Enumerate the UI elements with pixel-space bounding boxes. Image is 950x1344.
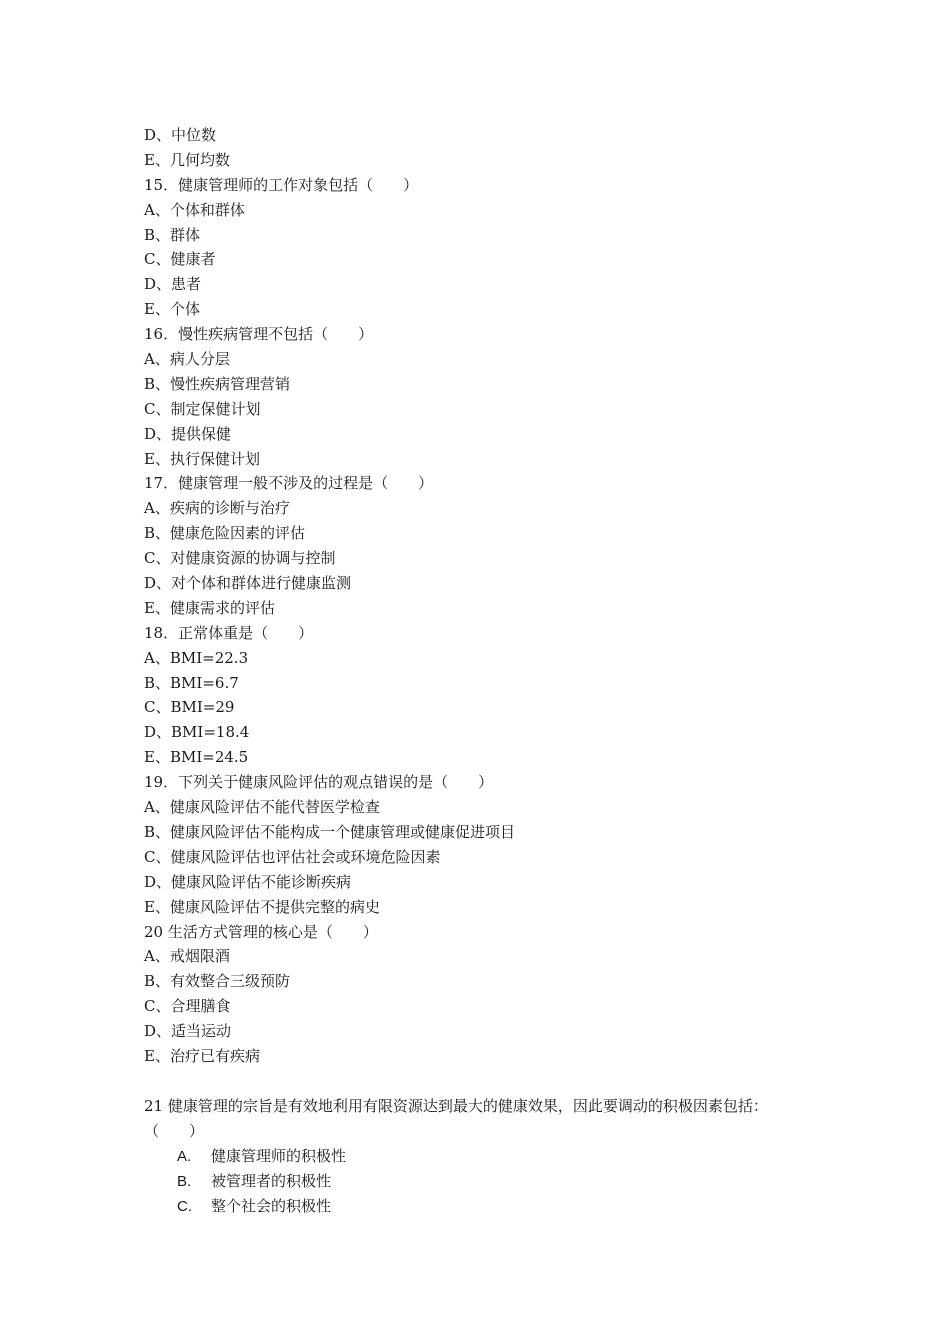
answer-option: A、健康风险评估不能代替医学检查 [144, 798, 380, 817]
answer-option: D、提供保健 [144, 424, 232, 443]
answer-option: B、健康风险评估不能构成一个健康管理或健康促进项目 [144, 822, 516, 841]
answer-option: E、健康风险评估不提供完整的病史 [144, 897, 380, 916]
question-stem: 21 健康管理的宗旨是有效地利用有限资源达到最大的健康效果，因此要调动的积极因素包括：（ ） [144, 1096, 768, 1140]
option-text: 健康管理师的积极性 [211, 1147, 347, 1165]
question-stem: 15．健康管理师的工作对象包括（ ） [144, 175, 419, 194]
answer-option: A、病人分层 [144, 350, 230, 369]
answer-option: C、制定保健计划 [144, 399, 261, 418]
answer-option: E、治疗已有疾病 [144, 1046, 260, 1065]
answer-option: A、戒烟限酒 [144, 947, 230, 966]
answer-option: C、健康风险评估也评估社会或环境危险因素 [144, 847, 441, 866]
answer-option: C、合理膳食 [144, 997, 231, 1016]
answer-option [177, 1169, 331, 1195]
answer-option: B、有效整合三级预防 [144, 972, 291, 991]
option-label: B. [177, 1173, 192, 1190]
answer-option: E、执行保健计划 [144, 449, 260, 468]
answer-option: A、个体和群体 [144, 200, 245, 219]
answer-option: C、BMI=29 [144, 698, 235, 717]
question-stem: 16．慢性疾病管理不包括（ ） [144, 325, 374, 344]
answer-option: B、健康危险因素的评估 [144, 524, 306, 543]
answer-option: D、健康风险评估不能诊断疾病 [144, 872, 352, 891]
answer-option [177, 1194, 331, 1220]
answer-option: A、疾病的诊断与治疗 [144, 499, 290, 518]
answer-option: C、对健康资源的协调与控制 [144, 549, 336, 568]
question-stem: 19．下列关于健康风险评估的观点错误的是（ ） [144, 773, 494, 792]
question-stem: 18．正常体重是（ ） [144, 623, 314, 642]
question-stem: 20 生活方式管理的核心是（ ） [144, 922, 378, 941]
question-stem: 17．健康管理一般不涉及的过程是（ ） [144, 474, 434, 493]
answer-option: E、BMI=24.5 [144, 748, 249, 767]
answer-option: C、健康者 [144, 250, 216, 269]
option-label: C. [177, 1198, 192, 1215]
option-text: 被管理者的积极性 [211, 1172, 332, 1190]
answer-option: D、患者 [144, 275, 202, 294]
answer-option: B、慢性疾病管理营销 [144, 374, 291, 393]
text-line: E、几何均数 [144, 150, 230, 169]
answer-option: E、个体 [144, 300, 200, 319]
option-label: A. [177, 1148, 192, 1165]
answer-option: B、BMI=6.7 [144, 673, 239, 692]
question-text-block [144, 123, 809, 1144]
answer-option: A、BMI=22.3 [144, 648, 249, 667]
answer-option: B、群体 [144, 225, 201, 244]
answer-option: D、对个体和群体进行健康监测 [144, 574, 352, 593]
answer-option: D、适当运动 [144, 1022, 232, 1041]
answer-option: D、BMI=18.4 [144, 723, 250, 742]
option-text: 整个社会的积极性 [211, 1197, 332, 1215]
text-line: D、中位数 [144, 126, 217, 144]
paragraph-gap [144, 1069, 809, 1094]
answer-option: E、健康需求的评估 [144, 598, 275, 617]
answer-option [177, 1144, 346, 1170]
